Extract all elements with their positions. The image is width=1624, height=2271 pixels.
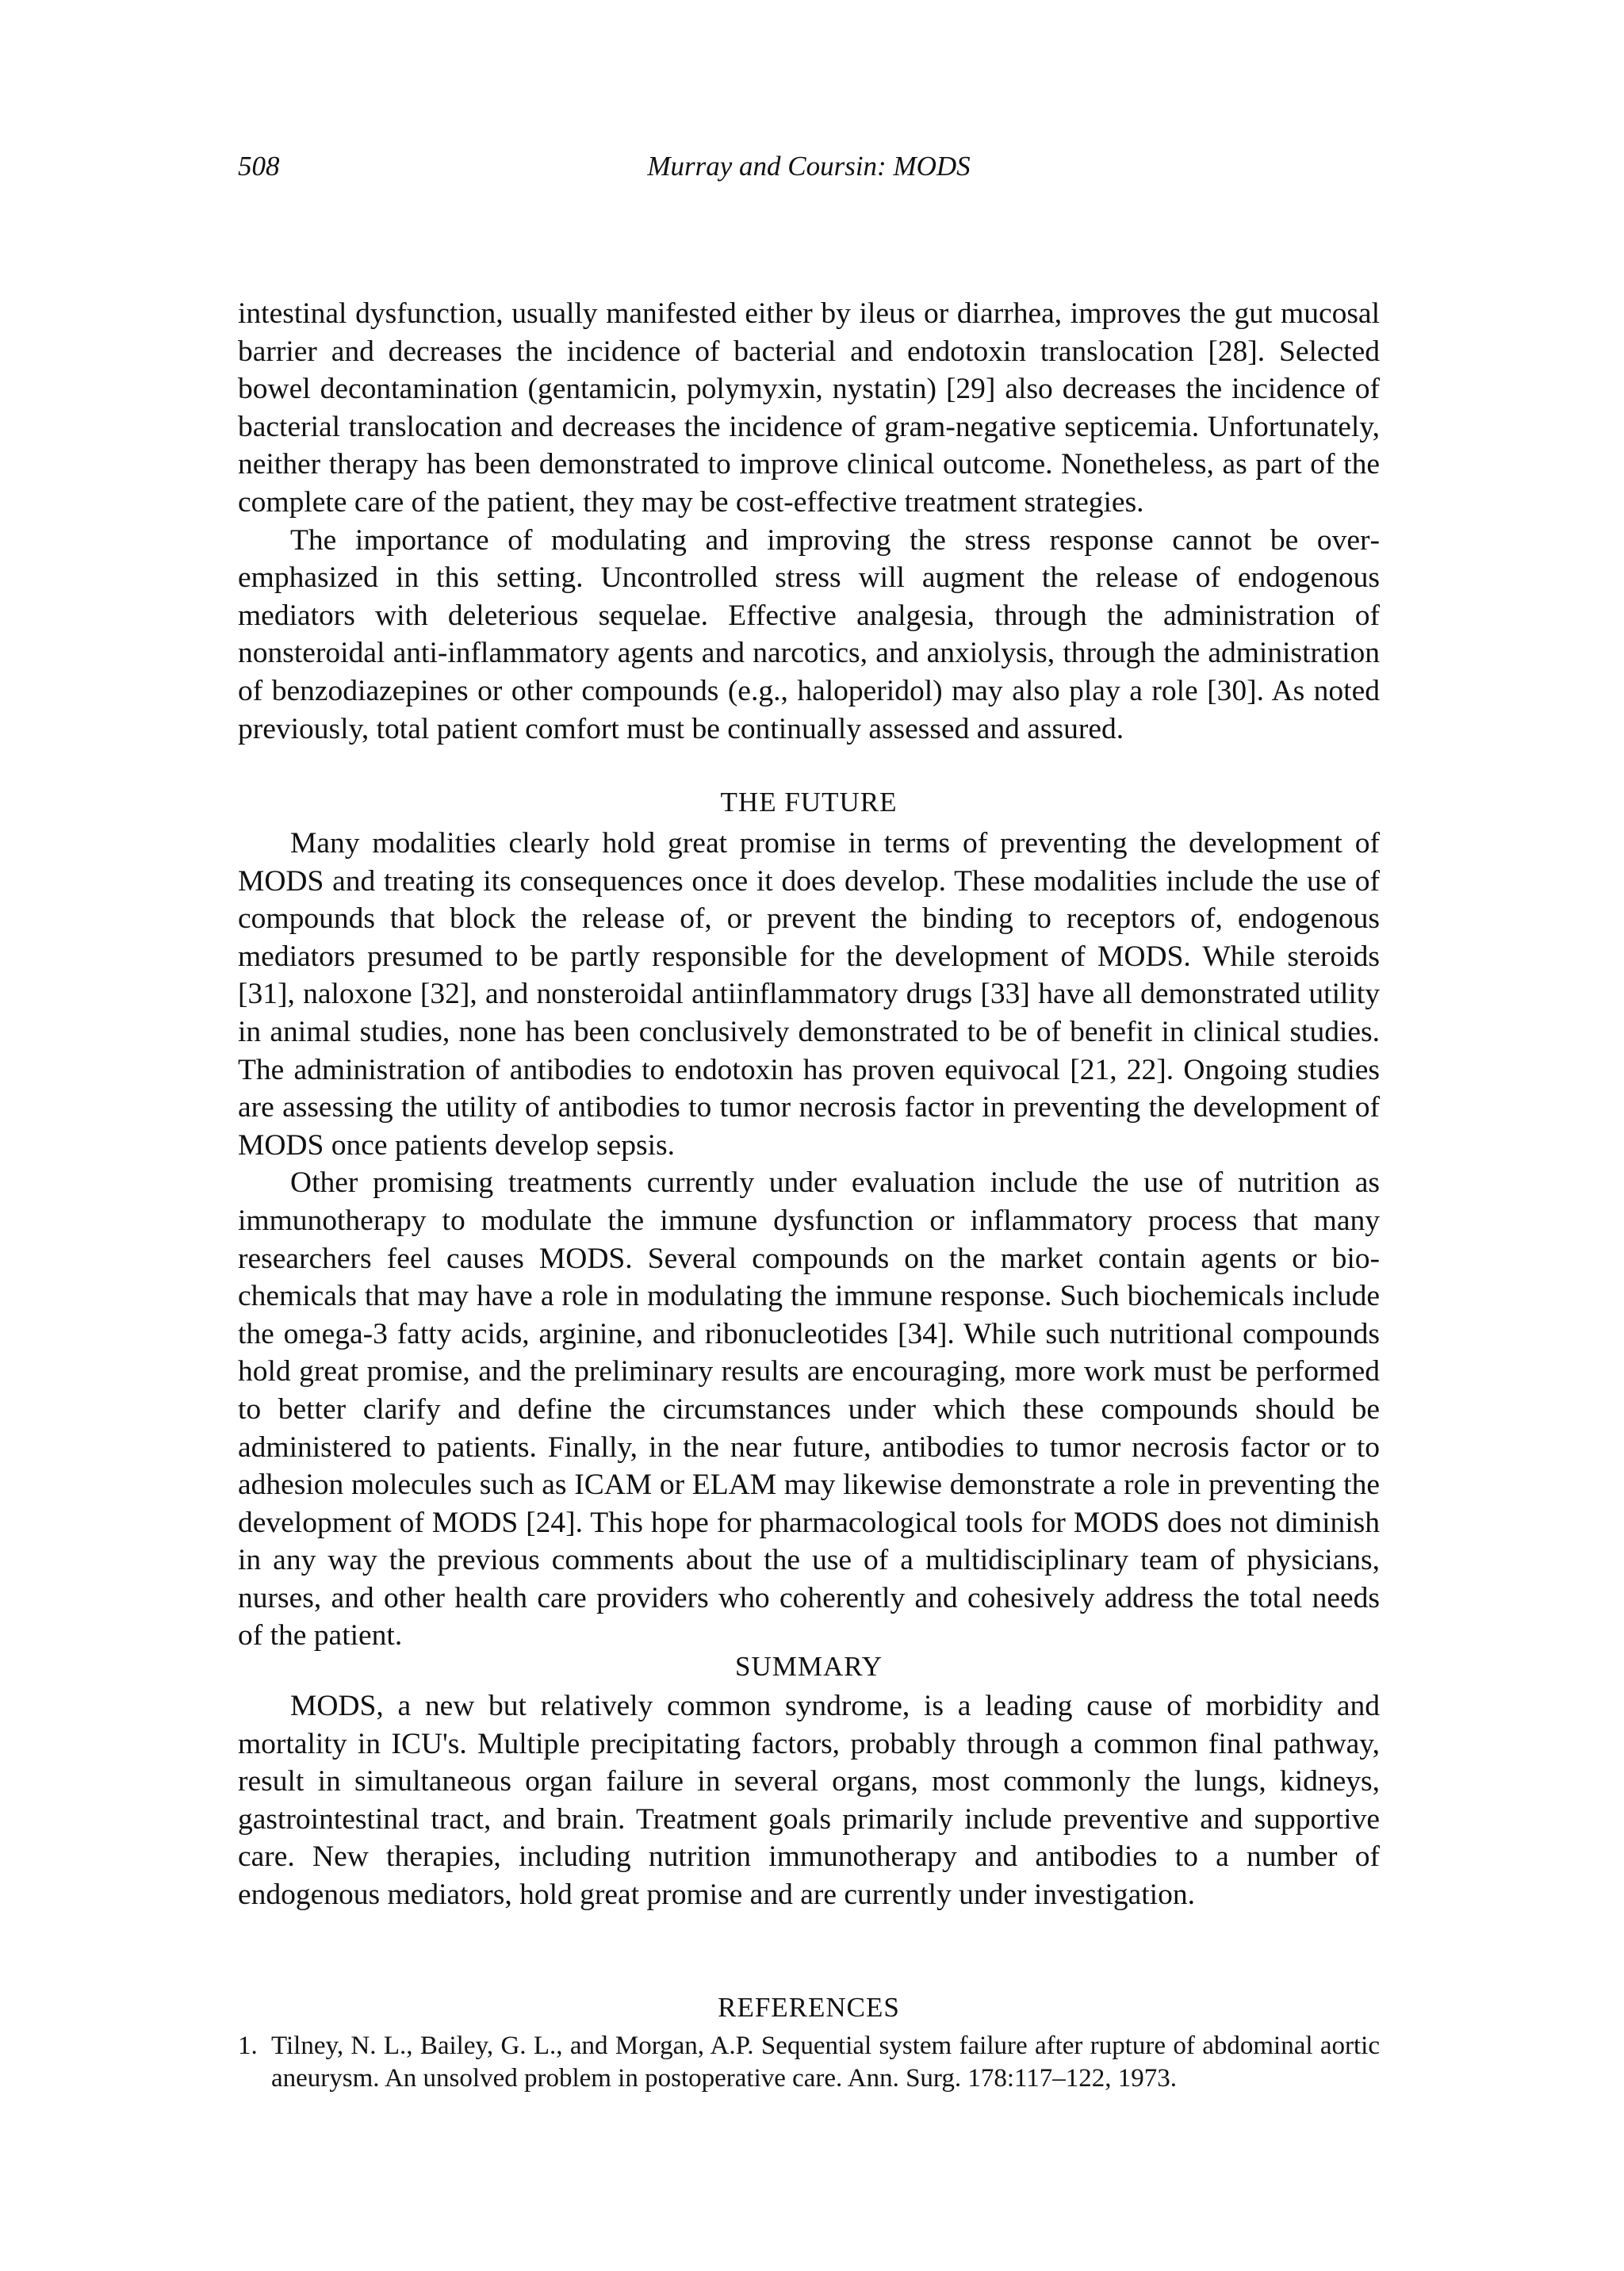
reference-item (238, 2030, 1380, 2095)
body-paragraph-2: The importance of modulating and improving the stress response cannot be overemphasized in this setting. Uncontrolled stress will augment the release of endogenous mediators with deleterious sequelae. Effective analgesia, through the administration of nonsteroidal anti-inflammatory agents and narcotics, and anxiolysis, through the administration of benzodiazepines or other compounds (e.g., haloperidol) may also play a role [30]. As noted previously, total patient comfort must be continually assessed and assured. (238, 523, 1380, 745)
section-heading-references: REFERENCES (718, 1992, 900, 2023)
opening-text (238, 295, 1380, 748)
future-section-text (238, 825, 1380, 1655)
summary-section-text (238, 1687, 1380, 1914)
future-paragraph-1: Many modalities clearly hold great promise in terms of preventing the development of MODS and treating its consequences once it does develop. These modalities include the use of compounds that block the release of, or prevent the binding to receptors of, endogenous mediators presumed to be partly responsible for the development of MODS. While steroids [31], naloxone [32], and nonsteroidal antiinflammatory drugs [33] have all demonstrated utility in animal studies, none has been conclusively demonstrated to be of benefit in clinical studies. The administration of antibodies to endotoxin has proven equivocal [21, 22]. Ongoing studies are assessing the utility of antibodies to tumor necrosis factor in preventing the development of MODS once patients develop sepsis. (238, 827, 1380, 1162)
section-heading-future: THE FUTURE (720, 787, 898, 818)
page-number: 508 (238, 151, 280, 182)
reference-number: 1. (238, 2032, 258, 2060)
reference-list (238, 2030, 1380, 2095)
section-heading-summary: SUMMARY (735, 1651, 883, 1682)
future-paragraph-2: Other promising treatments currently under evaluation include the use of nutrition as immunotherapy to modulate the immune dysfunction or inflammatory process that many researchers feel causes MODS. Several compounds on the market contain agents or biochemicals that may have a role in modulating the immune response. Such biochemicals include the omega-3 fatty acids, arginine, and ribonucleotides [34]. While such nutritional compounds hold great promise, and the preliminary results are encouraging, more work must be performed to better clarify and define the circumstances under which these compounds should be administered to patients. Finally, in the near future, antibodies to tumor necrosis factor or to adhesion molecules such as ICAM or ELAM may likewise demonstrate a role in preventing the development of MODS [24]. This hope for pharmacological tools for MODS does not diminish in any way the previous comments about the use of a multidisciplinary team of physicians, nurses, and other health care providers who coherently and cohesively address the total needs of the patient. (238, 1166, 1380, 1653)
body-paragraph-1: intestinal dysfunction, usually manifested either by ileus or diarrhea, improves the gut mucosal barrier and decreases the incidence of bacterial and endotoxin translocation [28]. Selected bowel decontamination (gentamicin, polymyxin, nystatin) [29] also decreases the incidence of bacterial translocation and decreases the incidence of gram-negative septicemia. Unfortunately, neither therapy has been demonstrated to improve clinical outcome. Nonetheless, as part of the complete care of the patient, they may be cost-effective treatment strategies. (238, 297, 1380, 519)
running-head-title: Murray and Coursin: MODS (647, 151, 971, 182)
reference-text: Tilney, N. L., Bailey, G. L., and Morgan, A.P. Sequential system failure after rupture of abdominal aortic aneurysm. An unsolved problem in postoperative care. Ann. Surg. 178:117–122, 1973. (271, 2032, 1380, 2093)
summary-paragraph: MODS, a new but relatively common syndrome, is a leading cause of morbidity and mortality in ICU's. Multiple precipitating factors, probably through a common final pathway, result in simultaneous organ failure in several organs, most commonly the lungs, kidneys, gastrointestinal tract, and brain. Treatment goals primarily include preventive and supportive care. New therapies, including nutrition immunotherapy and antibodies to a number of endogenous mediators, hold great promise and are currently under investigation. (238, 1690, 1380, 1911)
running-head (238, 151, 1380, 190)
